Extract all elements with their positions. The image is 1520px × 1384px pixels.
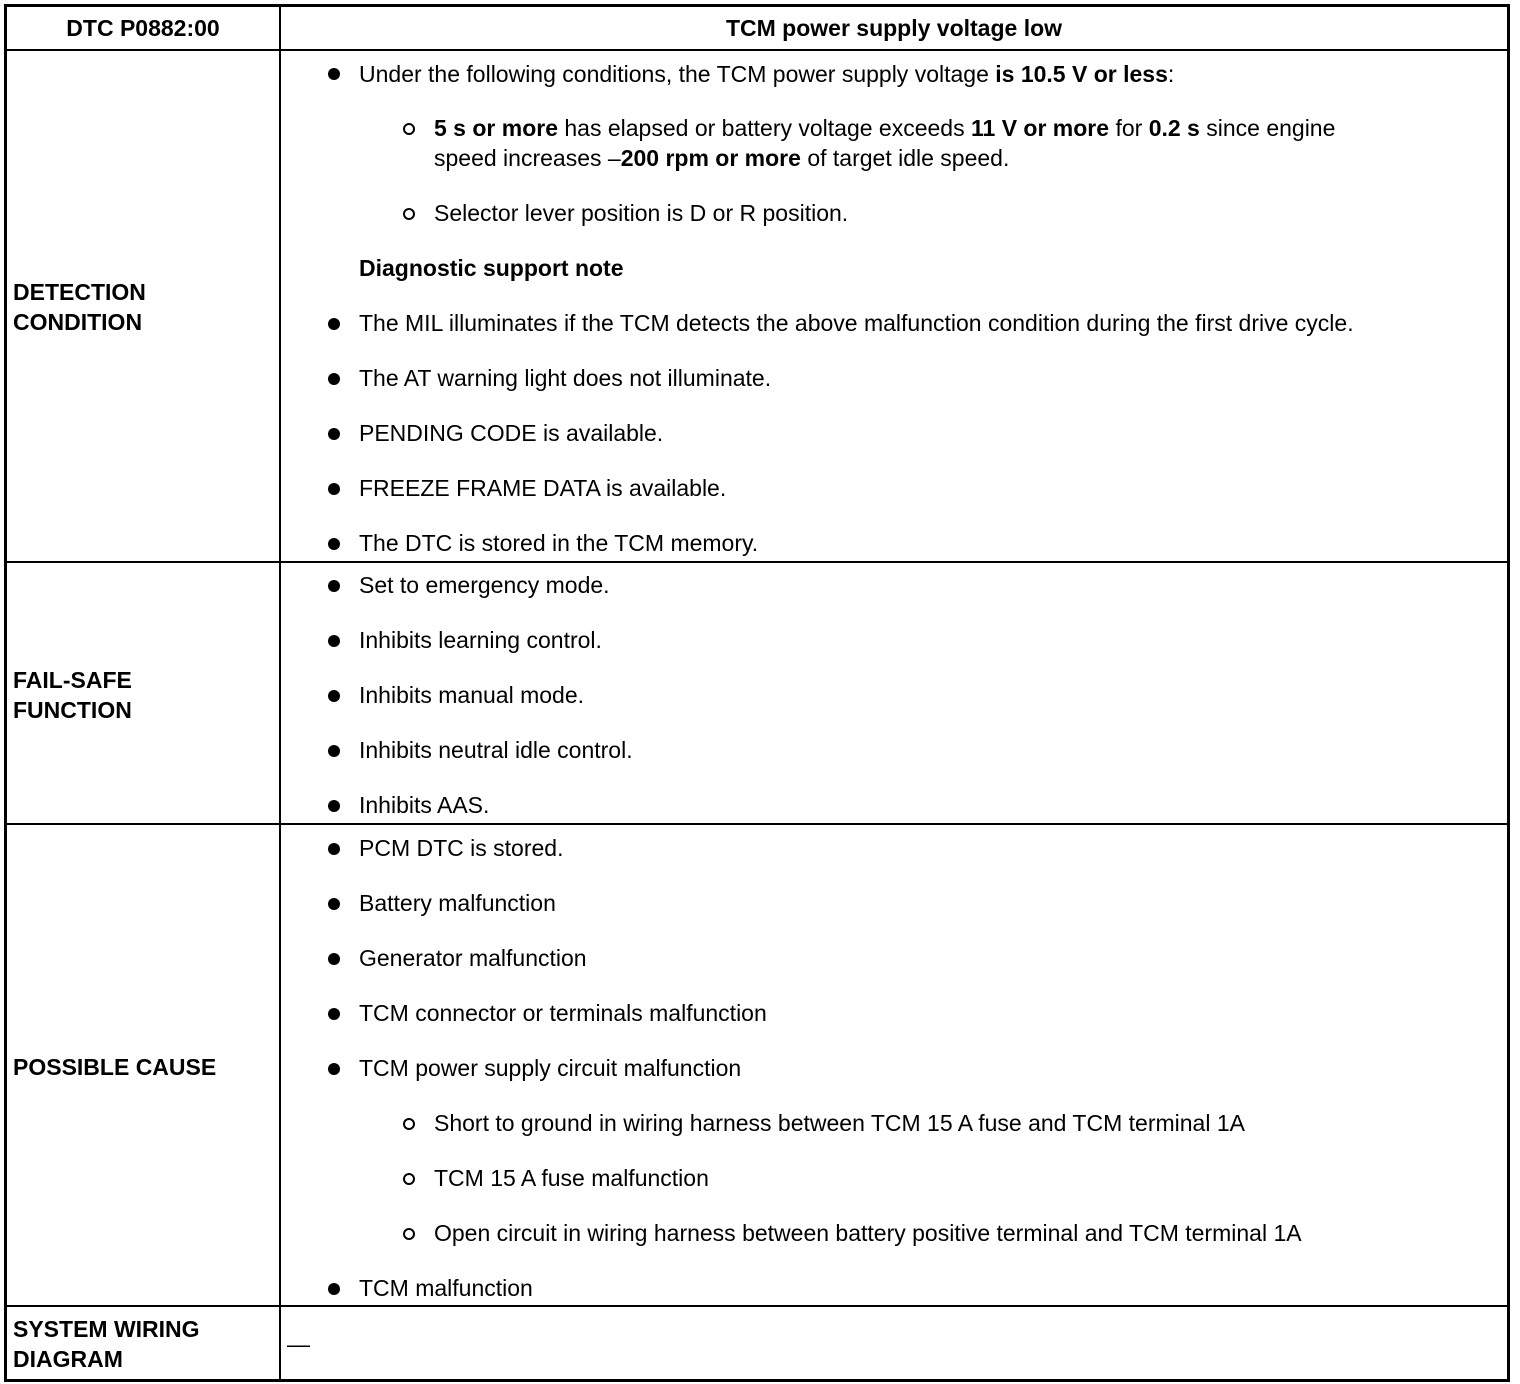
bullet-icon [328,690,340,702]
dtc-title: TCM power supply voltage low [725,15,1063,41]
cause-sub-item: Open circuit in wiring harness between battery positive terminal and TCM terminal 1A [434,1220,1302,1246]
detection-label-line1: DETECTION [13,279,146,305]
bullet-icon [328,483,340,495]
cause-item: Generator malfunction [359,945,587,971]
dtc-code: DTC P0882:00 [66,15,220,41]
row-divider-cause [7,1305,1507,1307]
row-divider-header [7,49,1507,51]
cause-item: PCM DTC is stored. [359,835,564,861]
bullet-icon [328,843,340,855]
bullet-icon [328,800,340,812]
note-item: FREEZE FRAME DATA is available. [359,475,727,501]
failsafe-item: Set to emergency mode. [359,572,610,598]
wiring-value: — [287,1331,310,1357]
bullet-icon [328,953,340,965]
detection-label-line2: CONDITION [13,309,143,335]
bullet-icon [328,1008,340,1020]
bullet-icon [328,745,340,757]
bullet-icon [328,373,340,385]
failsafe-item: Inhibits learning control. [359,627,602,653]
sub-bullet-icon [403,1173,415,1185]
row-divider-detection [7,561,1507,563]
cause-item: TCM power supply circuit malfunction [359,1055,742,1081]
bullet-icon [328,538,340,550]
bullet-icon [328,898,340,910]
detection-item-conditions: Under the following conditions, the TCM power supply voltage is 10.5 V or less: [359,61,1175,87]
failsafe-label-line1: FAIL-SAFE [13,667,132,693]
failsafe-label-line2: FUNCTION [13,697,132,723]
dtc-table [4,4,1510,1382]
bullet-icon [328,635,340,647]
wiring-label-line1: SYSTEM WIRING [13,1316,200,1342]
note-item: The MIL illuminates if the TCM detects the above malfunction condition during the first drive cycle. [359,310,1354,336]
bullet-icon [328,318,340,330]
note-item: The AT warning light does not illuminate. [359,365,772,391]
bullet-icon [328,1283,340,1295]
detection-sub-selector: Selector lever position is D or R position. [434,200,849,226]
cause-label: POSSIBLE CAUSE [13,1054,217,1080]
row-divider-failsafe [7,823,1507,825]
sub-bullet-icon [403,1228,415,1240]
wiring-label-line2: DIAGRAM [13,1346,123,1372]
detection-sub-elapsed-line2: speed increases –200 rpm or more of target idle speed. [434,145,1010,171]
cause-sub-item: TCM 15 A fuse malfunction [434,1165,709,1191]
failsafe-item: Inhibits manual mode. [359,682,585,708]
failsafe-item: Inhibits neutral idle control. [359,737,633,763]
diagnostic-note-heading: Diagnostic support note [359,255,624,281]
cause-item: TCM connector or terminals malfunction [359,1000,767,1026]
detection-sub-elapsed-line1: 5 s or more has elapsed or battery voltage exceeds 11 V or more for 0.2 s since engine [434,115,1336,141]
bullet-icon [328,1063,340,1075]
column-divider [279,7,281,1379]
bullet-icon [328,68,340,80]
bullet-icon [328,580,340,592]
note-item: The DTC is stored in the TCM memory. [359,530,759,556]
sub-bullet-icon [403,123,415,135]
cause-item-last: TCM malfunction [359,1275,533,1301]
bullet-icon [328,428,340,440]
cause-sub-item: Short to ground in wiring harness between TCM 15 A fuse and TCM terminal 1A [434,1110,1245,1136]
note-item: PENDING CODE is available. [359,420,664,446]
sub-bullet-icon [403,208,415,220]
failsafe-item: Inhibits AAS. [359,792,490,818]
sub-bullet-icon [403,1118,415,1130]
cause-item: Battery malfunction [359,890,556,916]
